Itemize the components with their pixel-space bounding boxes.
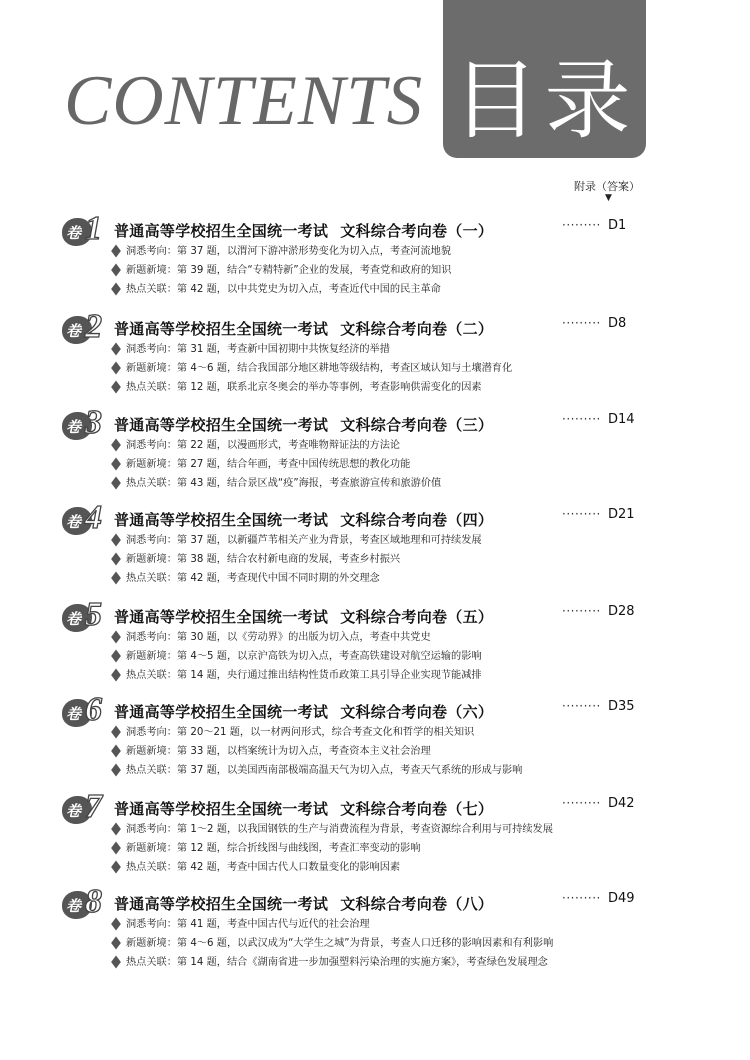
volume-title[interactable] bbox=[114, 318, 493, 339]
page-number[interactable]: D42 bbox=[608, 796, 635, 811]
volume-item bbox=[112, 378, 482, 393]
volume-title-paper: 文科综合考向卷（五） bbox=[340, 608, 494, 626]
volume-title[interactable] bbox=[114, 893, 493, 914]
diamond-bullet-icon bbox=[111, 745, 121, 758]
mulu-heading-box bbox=[443, 0, 646, 158]
volume-item-text: 洞悉考向：第 41 题，考查中国古代与近代的社会治理 bbox=[126, 919, 370, 930]
page-number[interactable]: D28 bbox=[608, 604, 635, 619]
volume-item bbox=[112, 550, 400, 565]
badge-char: 卷 bbox=[66, 610, 82, 628]
diamond-bullet-icon bbox=[111, 842, 121, 855]
volume-item bbox=[112, 666, 482, 681]
volume-item bbox=[112, 742, 431, 757]
badge-number: 4 bbox=[85, 499, 102, 536]
badge-char: 卷 bbox=[66, 224, 82, 242]
volume-item bbox=[112, 261, 451, 276]
volume-item-text: 洞悉考向：第 31 题，考查新中国初期中共恢复经济的举措 bbox=[126, 344, 390, 355]
badge-char: 卷 bbox=[66, 705, 82, 723]
volume-item bbox=[112, 242, 451, 257]
diamond-bullet-icon bbox=[111, 381, 121, 394]
diamond-bullet-icon bbox=[111, 283, 121, 296]
diamond-bullet-icon bbox=[111, 362, 121, 375]
volume-item bbox=[112, 474, 441, 489]
volume-title-paper: 文科综合考向卷（二） bbox=[340, 320, 494, 338]
volume-item-text: 新题新境：第 39 题，结合“专精特新”企业的发展，考查党和政府的知识 bbox=[126, 265, 452, 276]
volume-item bbox=[112, 934, 553, 949]
diamond-bullet-icon bbox=[111, 534, 121, 547]
volume-item bbox=[112, 359, 512, 374]
diamond-bullet-icon bbox=[111, 918, 121, 931]
diamond-bullet-icon bbox=[111, 861, 121, 874]
volume-item bbox=[112, 820, 553, 835]
volume-item-text: 新题新境：第 27 题，结合年画，考查中国传统思想的教化功能 bbox=[126, 459, 411, 470]
diamond-bullet-icon bbox=[111, 458, 121, 471]
volume-item bbox=[112, 839, 421, 854]
diamond-bullet-icon bbox=[111, 937, 121, 950]
volume-item bbox=[112, 455, 410, 470]
volume-item-text: 热点关联：第 43 题，结合景区战“疫”海报，考查旅游宣传和旅游价值 bbox=[126, 478, 442, 489]
volume-item-text: 热点关联：第 42 题，考查中国古代人口数量变化的影响因素 bbox=[126, 862, 401, 873]
volume-item-text: 新题新境：第 4～6 题，以武汉成为“大学生之城”为背景，考查人口迁移的影响因素和有利影响 bbox=[126, 938, 554, 949]
volume-title-paper: 文科综合考向卷（六） bbox=[340, 703, 494, 721]
volume-item-text: 新题新境：第 4～5 题，以京沪高铁为切入点，考查高铁建设对航空运输的影响 bbox=[126, 651, 482, 662]
volume-item-text: 新题新境：第 33 题，以档案统计为切入点，考查资本主义社会治理 bbox=[126, 746, 431, 757]
volume-title[interactable] bbox=[114, 606, 493, 627]
volume-badge bbox=[62, 788, 114, 826]
volume-item-text: 热点关联：第 14 题，结合《湖南省进一步加强塑料污染治理的实施方案》，考查绿色发展理念 bbox=[126, 957, 548, 968]
volume-item bbox=[112, 915, 370, 930]
volume-title-paper: 文科综合考向卷（四） bbox=[340, 511, 494, 529]
volume-item-text: 热点关联：第 12 题，联系北京冬奥会的举办等事例，考查影响供需变化的因素 bbox=[126, 382, 482, 393]
down-arrow-icon: ▼ bbox=[605, 193, 612, 203]
badge-number: 1 bbox=[85, 210, 102, 247]
volume-badge bbox=[62, 596, 114, 634]
diamond-bullet-icon bbox=[111, 631, 121, 644]
badge-char: 卷 bbox=[66, 513, 82, 531]
volume-title-exam: 普通高等学校招生全国统一考试 bbox=[114, 320, 329, 338]
volume-item bbox=[112, 723, 474, 738]
diamond-bullet-icon bbox=[111, 956, 121, 969]
badge-number: 7 bbox=[85, 788, 102, 825]
volume-item-text: 热点关联：第 14 题，央行通过推出结构性货币政策工具引导企业实现节能减排 bbox=[126, 670, 482, 681]
diamond-bullet-icon bbox=[111, 343, 121, 356]
diamond-bullet-icon bbox=[111, 439, 121, 452]
volume-item-text: 新题新境：第 38 题，结合农村新电商的发展，考查乡村振兴 bbox=[126, 554, 401, 565]
volume-item bbox=[112, 340, 390, 355]
volume-title[interactable] bbox=[114, 509, 493, 530]
page-number[interactable]: D21 bbox=[608, 507, 635, 522]
diamond-bullet-icon bbox=[111, 264, 121, 277]
volume-item-text: 洞悉考向：第 20～21 题，以一材两问形式，综合考查文化和哲学的相关知识 bbox=[126, 727, 475, 738]
volume-item bbox=[112, 858, 400, 873]
volume-title-exam: 普通高等学校招生全国统一考试 bbox=[114, 703, 329, 721]
diamond-bullet-icon bbox=[111, 477, 121, 490]
volume-title-exam: 普通高等学校招生全国统一考试 bbox=[114, 895, 329, 913]
volume-item bbox=[112, 569, 380, 584]
leader-dots: ········· bbox=[562, 412, 601, 426]
diamond-bullet-icon bbox=[111, 726, 121, 739]
volume-badge bbox=[62, 691, 114, 729]
volume-item-text: 洞悉考向：第 22 题，以漫画形式，考查唯物辩证法的方法论 bbox=[126, 440, 401, 451]
volume-title-paper: 文科综合考向卷（八） bbox=[340, 895, 494, 913]
diamond-bullet-icon bbox=[111, 764, 121, 777]
volume-badge bbox=[62, 404, 114, 442]
mulu-heading: 目录 bbox=[452, 51, 637, 151]
volume-item bbox=[112, 953, 548, 968]
volume-item bbox=[112, 280, 441, 295]
volume-item-text: 洞悉考向：第 37 题，以渭河下游冲淤形势变化为切入点，考查河流地貌 bbox=[126, 246, 452, 257]
diamond-bullet-icon bbox=[111, 650, 121, 663]
badge-char: 卷 bbox=[66, 802, 82, 820]
badge-number: 6 bbox=[85, 691, 102, 728]
volume-badge bbox=[62, 308, 114, 346]
volume-item-text: 新题新境：第 12 题，综合折线图与曲线图，考查汇率变动的影响 bbox=[126, 843, 421, 854]
volume-item-text: 热点关联：第 42 题，以中共党史为切入点，考查近代中国的民主革命 bbox=[126, 284, 441, 295]
volume-item bbox=[112, 436, 400, 451]
volume-item bbox=[112, 628, 431, 643]
badge-char: 卷 bbox=[66, 418, 82, 436]
volume-item bbox=[112, 647, 482, 662]
badge-number: 3 bbox=[85, 404, 102, 441]
volume-title-paper: 文科综合考向卷（三） bbox=[340, 416, 494, 434]
volume-title-paper: 文科综合考向卷（七） bbox=[340, 800, 494, 818]
diamond-bullet-icon bbox=[111, 572, 121, 585]
contents-heading: CONTENTS bbox=[64, 62, 424, 140]
leader-dots: ········· bbox=[562, 699, 601, 713]
volume-title[interactable] bbox=[114, 220, 493, 241]
badge-number: 8 bbox=[85, 883, 102, 920]
volume-item bbox=[112, 531, 482, 546]
diamond-bullet-icon bbox=[111, 823, 121, 836]
page-number[interactable]: D35 bbox=[608, 699, 635, 714]
leader-dots: ········· bbox=[562, 891, 601, 905]
volume-title-paper: 文科综合考向卷（一） bbox=[340, 222, 494, 240]
badge-number: 5 bbox=[85, 596, 102, 633]
page-number[interactable]: D1 bbox=[608, 218, 627, 233]
leader-dots: ········· bbox=[562, 604, 601, 618]
volume-title-exam: 普通高等学校招生全国统一考试 bbox=[114, 511, 329, 529]
volume-title-exam: 普通高等学校招生全国统一考试 bbox=[114, 416, 329, 434]
volume-item-text: 洞悉考向：第 37 题，以新疆芦苇相关产业为背景，考查区域地理和可持续发展 bbox=[126, 535, 482, 546]
badge-char: 卷 bbox=[66, 322, 82, 340]
volume-item-text: 新题新境：第 4～6 题，结合我国部分地区耕地等级结构，考查区域认知与土壤潜育化 bbox=[126, 363, 513, 374]
volume-item-text: 洞悉考向：第 1～2 题，以我国钢铁的生产与消费流程为背景，考查资源综合利用与可持续发展 bbox=[126, 824, 553, 835]
badge-number: 2 bbox=[85, 308, 102, 345]
leader-dots: ········· bbox=[562, 218, 601, 232]
volume-badge bbox=[62, 883, 114, 921]
volume-title-exam: 普通高等学校招生全国统一考试 bbox=[114, 800, 329, 818]
page-number[interactable]: D14 bbox=[608, 412, 635, 427]
volume-item bbox=[112, 761, 522, 776]
leader-dots: ········· bbox=[562, 316, 601, 330]
volume-title[interactable] bbox=[114, 798, 493, 819]
diamond-bullet-icon bbox=[111, 669, 121, 682]
diamond-bullet-icon bbox=[111, 245, 121, 258]
volume-title-exam: 普通高等学校招生全国统一考试 bbox=[114, 222, 329, 240]
diamond-bullet-icon bbox=[111, 553, 121, 566]
volume-title[interactable] bbox=[114, 414, 493, 435]
volume-item-text: 热点关联：第 42 题，考查现代中国不同时期的外交理念 bbox=[126, 573, 380, 584]
page-number[interactable]: D49 bbox=[608, 891, 635, 906]
badge-char: 卷 bbox=[66, 897, 82, 915]
volume-item-text: 洞悉考向：第 30 题，以《劳动界》的出版为切入点，考查中共党史 bbox=[126, 632, 431, 643]
volume-badge bbox=[62, 499, 114, 537]
leader-dots: ········· bbox=[562, 796, 601, 810]
appendix-label: 附录（答案） bbox=[574, 180, 640, 193]
volume-item-text: 热点关联：第 37 题，以美国西南部极端高温天气为切入点，考查天气系统的形成与影响 bbox=[126, 765, 523, 776]
volume-badge bbox=[62, 210, 114, 248]
page-number[interactable]: D8 bbox=[608, 316, 627, 331]
leader-dots: ········· bbox=[562, 507, 601, 521]
volume-title[interactable] bbox=[114, 701, 493, 722]
volume-title-exam: 普通高等学校招生全国统一考试 bbox=[114, 608, 329, 626]
